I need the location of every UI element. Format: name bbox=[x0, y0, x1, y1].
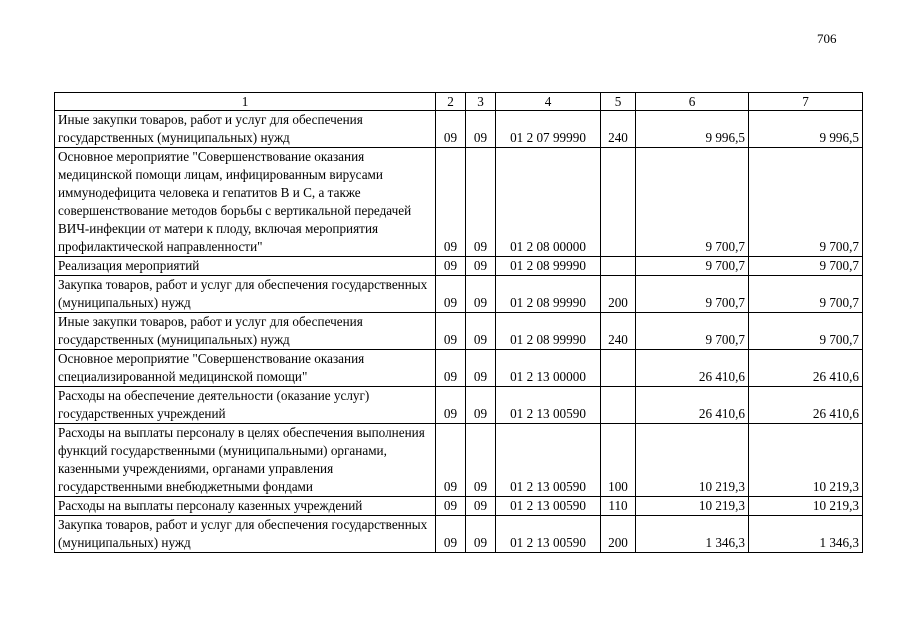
target-article-code: 01 2 13 00590 bbox=[496, 497, 601, 516]
item-name: Реализация мероприятий bbox=[55, 257, 436, 276]
amount-col-6: 9 700,7 bbox=[636, 313, 749, 350]
table-body bbox=[55, 111, 863, 553]
target-article-code: 01 2 07 99990 bbox=[496, 111, 601, 148]
section-code: 09 bbox=[436, 276, 466, 313]
item-name: Расходы на обеспечение деятельности (оказание услуг) государственных учреждений bbox=[55, 387, 436, 424]
table-row bbox=[55, 111, 863, 148]
expense-type-code: 100 bbox=[601, 424, 636, 497]
subsection-code: 09 bbox=[466, 257, 496, 276]
subsection-code: 09 bbox=[466, 424, 496, 497]
target-article-code: 01 2 08 00000 bbox=[496, 148, 601, 257]
target-article-code: 01 2 13 00000 bbox=[496, 350, 601, 387]
amount-col-6: 9 996,5 bbox=[636, 111, 749, 148]
amount-col-7: 10 219,3 bbox=[749, 424, 863, 497]
expense-type-code: 240 bbox=[601, 313, 636, 350]
section-code: 09 bbox=[436, 424, 466, 497]
item-name: Расходы на выплаты персоналу казенных учреждений bbox=[55, 497, 436, 516]
amount-col-7: 9 700,7 bbox=[749, 313, 863, 350]
section-code: 09 bbox=[436, 350, 466, 387]
table-row bbox=[55, 350, 863, 387]
table-row bbox=[55, 148, 863, 257]
amount-col-6: 26 410,6 bbox=[636, 350, 749, 387]
header-col-3: 3 bbox=[466, 93, 496, 111]
amount-col-7: 1 346,3 bbox=[749, 516, 863, 553]
item-name: Иные закупки товаров, работ и услуг для обеспечения государственных (муниципальных) нужд bbox=[55, 111, 436, 148]
amount-col-7: 10 219,3 bbox=[749, 497, 863, 516]
amount-col-6: 9 700,7 bbox=[636, 257, 749, 276]
section-code: 09 bbox=[436, 516, 466, 553]
item-name: Иные закупки товаров, работ и услуг для обеспечения государственных (муниципальных) нужд bbox=[55, 313, 436, 350]
subsection-code: 09 bbox=[466, 387, 496, 424]
expense-type-code: 200 bbox=[601, 276, 636, 313]
subsection-code: 09 bbox=[466, 350, 496, 387]
subsection-code: 09 bbox=[466, 313, 496, 350]
amount-col-7: 9 700,7 bbox=[749, 148, 863, 257]
subsection-code: 09 bbox=[466, 276, 496, 313]
target-article-code: 01 2 08 99990 bbox=[496, 276, 601, 313]
target-article-code: 01 2 13 00590 bbox=[496, 387, 601, 424]
subsection-code: 09 bbox=[466, 497, 496, 516]
target-article-code: 01 2 08 99990 bbox=[496, 257, 601, 276]
expense-type-code bbox=[601, 350, 636, 387]
header-col-1: 1 bbox=[55, 93, 436, 111]
amount-col-6: 10 219,3 bbox=[636, 424, 749, 497]
table-row bbox=[55, 276, 863, 313]
expense-type-code: 200 bbox=[601, 516, 636, 553]
expense-type-code: 240 bbox=[601, 111, 636, 148]
subsection-code: 09 bbox=[466, 148, 496, 257]
item-name: Закупка товаров, работ и услуг для обеспечения государственных (муниципальных) нужд bbox=[55, 516, 436, 553]
table-row bbox=[55, 424, 863, 497]
section-code: 09 bbox=[436, 148, 466, 257]
header-col-6: 6 bbox=[636, 93, 749, 111]
target-article-code: 01 2 08 99990 bbox=[496, 313, 601, 350]
amount-col-6: 1 346,3 bbox=[636, 516, 749, 553]
item-name: Основное мероприятие "Совершенствование оказания медицинской помощи лицам, инфицированным вирусами иммунодефицита человека и гепатитов В и С, а также совершенствование методов борьбы с вертикальной передачей ВИЧ-инфекции от матери к плоду, включая мероприятия профилактической направленности" bbox=[55, 148, 436, 257]
header-col-4: 4 bbox=[496, 93, 601, 111]
header-col-2: 2 bbox=[436, 93, 466, 111]
section-code: 09 bbox=[436, 387, 466, 424]
amount-col-7: 9 996,5 bbox=[749, 111, 863, 148]
budget-table bbox=[54, 92, 863, 553]
section-code: 09 bbox=[436, 111, 466, 148]
page-number: 706 bbox=[817, 31, 837, 46]
amount-col-6: 26 410,6 bbox=[636, 387, 749, 424]
amount-col-7: 9 700,7 bbox=[749, 276, 863, 313]
amount-col-6: 9 700,7 bbox=[636, 148, 749, 257]
section-code: 09 bbox=[436, 257, 466, 276]
amount-col-7: 26 410,6 bbox=[749, 387, 863, 424]
header-col-7: 7 bbox=[749, 93, 863, 111]
section-code: 09 bbox=[436, 313, 466, 350]
table-row bbox=[55, 387, 863, 424]
item-name: Основное мероприятие "Совершенствование оказания специализированной медицинской помощи" bbox=[55, 350, 436, 387]
table-row bbox=[55, 257, 863, 276]
table-row bbox=[55, 497, 863, 516]
target-article-code: 01 2 13 00590 bbox=[496, 516, 601, 553]
table-row bbox=[55, 516, 863, 553]
expense-type-code: 110 bbox=[601, 497, 636, 516]
table-row bbox=[55, 313, 863, 350]
expense-type-code bbox=[601, 257, 636, 276]
amount-col-6: 9 700,7 bbox=[636, 276, 749, 313]
item-name: Закупка товаров, работ и услуг для обеспечения государственных (муниципальных) нужд bbox=[55, 276, 436, 313]
amount-col-6: 10 219,3 bbox=[636, 497, 749, 516]
amount-col-7: 26 410,6 bbox=[749, 350, 863, 387]
item-name: Расходы на выплаты персоналу в целях обеспечения выполнения функций государственными (муниципальными) органами, казенными учреждениями, органами управления государственными внебюджетными фондами bbox=[55, 424, 436, 497]
amount-col-7: 9 700,7 bbox=[749, 257, 863, 276]
section-code: 09 bbox=[436, 497, 466, 516]
expense-type-code bbox=[601, 148, 636, 257]
expense-type-code bbox=[601, 387, 636, 424]
target-article-code: 01 2 13 00590 bbox=[496, 424, 601, 497]
subsection-code: 09 bbox=[466, 516, 496, 553]
subsection-code: 09 bbox=[466, 111, 496, 148]
header-col-5: 5 bbox=[601, 93, 636, 111]
header-row bbox=[55, 93, 863, 111]
